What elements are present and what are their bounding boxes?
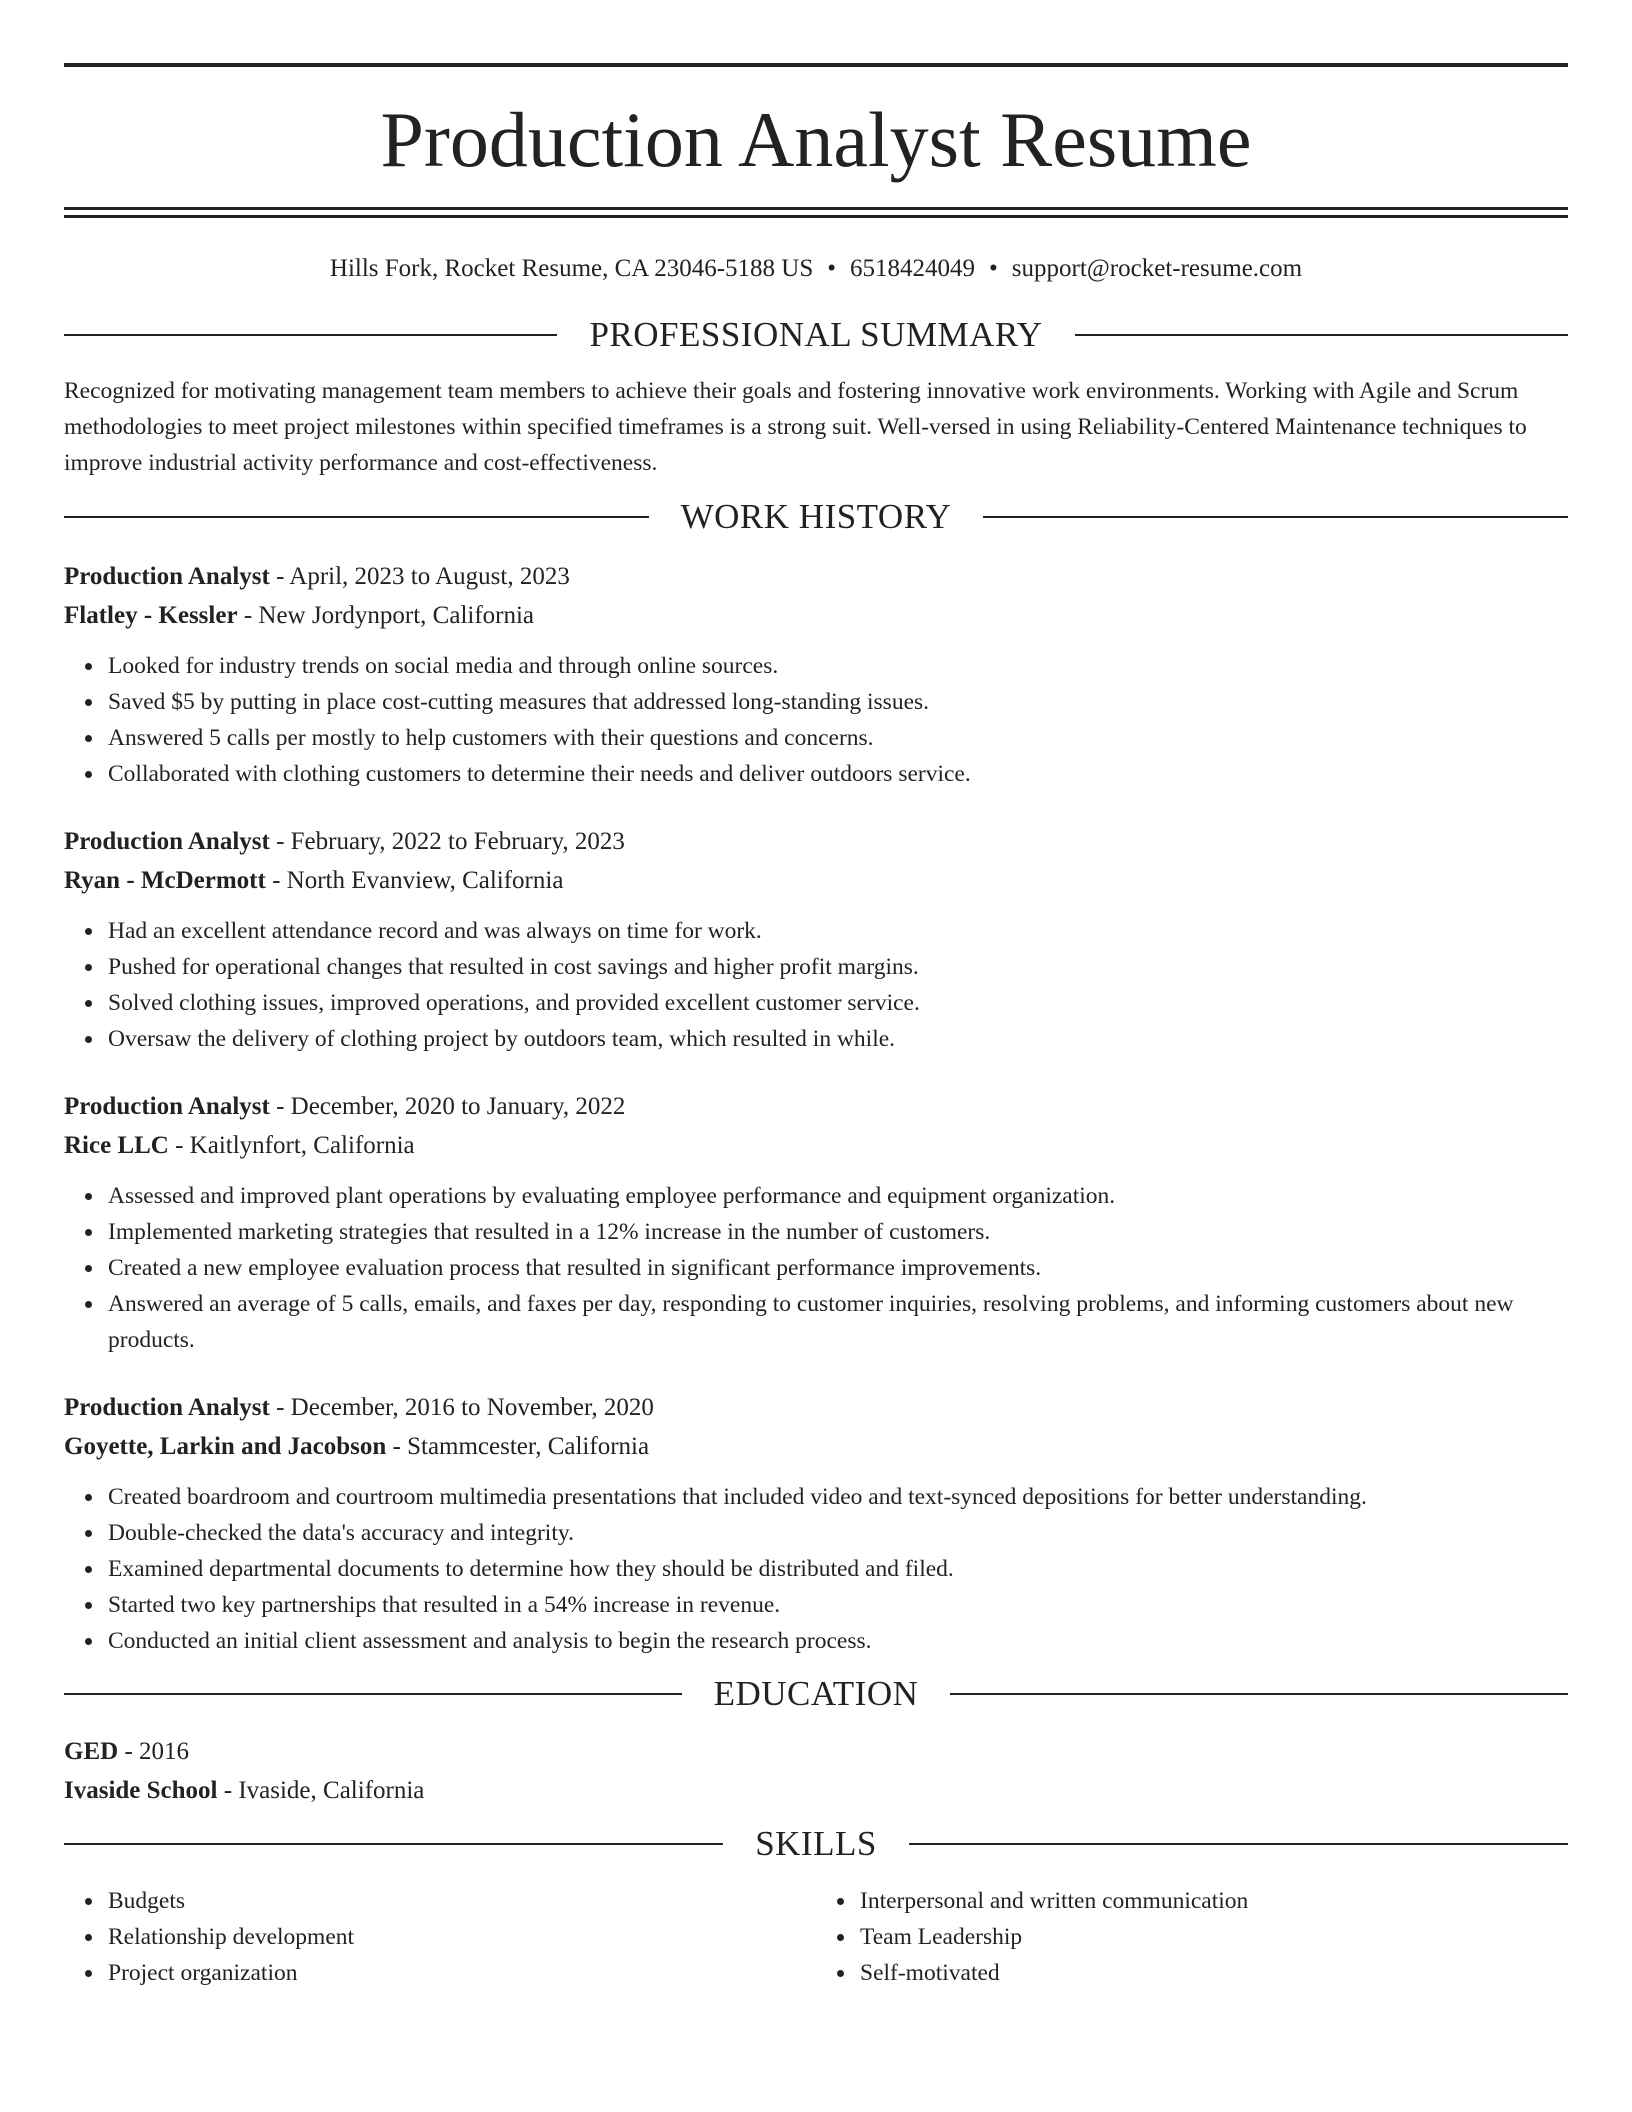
contact-email[interactable]: support@rocket-resume.com xyxy=(1011,255,1303,282)
job-bullet: Created a new employee evaluation process that resulted in significant performance improvements. xyxy=(108,1250,1568,1286)
job-entry xyxy=(64,1388,1568,1659)
skills-heading xyxy=(64,1824,1568,1864)
job-company: Flatley - Kessler xyxy=(64,602,238,629)
heading-rule-right xyxy=(909,1843,1568,1845)
job-bullet: Collaborated with clothing customers to determine their needs and deliver outdoors service. xyxy=(108,756,1568,792)
skill-item: Project organization xyxy=(108,1955,816,1991)
job-company: Rice LLC xyxy=(64,1132,169,1159)
contact-separator: • xyxy=(827,255,837,282)
job-bullet: Had an excellent attendance record and was always on time for work. xyxy=(108,913,1568,949)
heading-rule-right xyxy=(983,516,1568,518)
job-bullet: Assessed and improved plant operations by evaluating employee performance and equipment organization. xyxy=(108,1178,1568,1214)
job-bullet: Oversaw the delivery of clothing project by outdoors team, which resulted in while. xyxy=(108,1021,1568,1057)
skills-heading-label: SKILLS xyxy=(755,1824,877,1863)
education-heading-label: EDUCATION xyxy=(713,1674,919,1713)
job-bullet: Pushed for operational changes that resulted in cost savings and higher profit margins. xyxy=(108,949,1568,985)
heading-rule-left xyxy=(64,1693,682,1695)
resume-page xyxy=(64,0,1568,1991)
job-bullet: Saved $5 by putting in place cost-cutting measures that addressed long-standing issues. xyxy=(108,684,1568,720)
job-entry xyxy=(64,1087,1568,1358)
work-history-heading-label: WORK HISTORY xyxy=(680,497,952,536)
job-bullet: Solved clothing issues, improved operations, and provided excellent customer service. xyxy=(108,985,1568,1021)
job-bullet: Double-checked the data's accuracy and integrity. xyxy=(108,1515,1568,1551)
summary-heading-label: PROFESSIONAL SUMMARY xyxy=(589,315,1043,354)
skills-columns xyxy=(64,1883,1568,1991)
resume-title: Production Analyst Resume xyxy=(380,96,1252,183)
education-school: Ivaside School xyxy=(64,1777,218,1804)
job-title: Production Analyst xyxy=(64,563,270,590)
job-location: - North Evanview, California xyxy=(265,867,564,894)
job-company-line xyxy=(64,1427,1568,1466)
job-dates: - April, 2023 to August, 2023 xyxy=(269,563,570,590)
job-bullets xyxy=(64,913,1568,1057)
job-bullet: Looked for industry trends on social media and through online sources. xyxy=(108,648,1568,684)
job-title-line xyxy=(64,822,1568,861)
job-location: - Kaitlynfort, California xyxy=(168,1132,415,1159)
job-title-line xyxy=(64,1087,1568,1126)
skills-list-left xyxy=(64,1883,816,1991)
education-degree-line xyxy=(64,1732,1568,1771)
summary-heading xyxy=(64,315,1568,355)
job-bullets xyxy=(64,1178,1568,1358)
job-bullets xyxy=(64,648,1568,792)
job-entry xyxy=(64,822,1568,1057)
heading-rule-left xyxy=(64,516,649,518)
job-title: Production Analyst xyxy=(64,1394,270,1421)
job-bullet: Examined departmental documents to determine how they should be distributed and filed. xyxy=(108,1551,1568,1587)
skill-item: Team Leadership xyxy=(860,1919,1568,1955)
job-company-line xyxy=(64,1126,1568,1165)
skill-item: Self-motivated xyxy=(860,1955,1568,1991)
skills-list-right xyxy=(816,1883,1568,1991)
education-year: - 2016 xyxy=(118,1738,190,1765)
job-company-line xyxy=(64,861,1568,900)
heading-rule-right xyxy=(950,1693,1568,1695)
job-company: Ryan - McDermott xyxy=(64,867,266,894)
job-bullet: Answered an average of 5 calls, emails, and faxes per day, responding to customer inquiries, resolving problems, and informing customers about new products. xyxy=(108,1286,1568,1358)
title-double-rule xyxy=(64,207,1568,218)
job-bullet: Conducted an initial client assessment and analysis to begin the research process. xyxy=(108,1623,1568,1659)
contact-separator: • xyxy=(989,255,998,282)
education-heading xyxy=(64,1674,1568,1714)
education-entry xyxy=(64,1732,1568,1810)
contact-phone: 6518424049 xyxy=(850,255,976,282)
job-company-line xyxy=(64,596,1568,635)
job-bullet: Answered 5 calls per mostly to help customers with their questions and concerns. xyxy=(108,720,1568,756)
job-company: Goyette, Larkin and Jacobson xyxy=(64,1433,387,1460)
contact-address: Hills Fork, Rocket Resume, CA 23046-5188 US xyxy=(329,255,814,282)
job-bullet: Created boardroom and courtroom multimedia presentations that included video and text-synced depositions for better understanding. xyxy=(108,1479,1568,1515)
job-title: Production Analyst xyxy=(64,1093,270,1120)
job-title-line xyxy=(64,557,1568,596)
top-rule xyxy=(64,63,1568,67)
heading-rule-left xyxy=(64,334,557,336)
heading-rule-left xyxy=(64,1843,723,1845)
education-degree: GED xyxy=(64,1738,119,1765)
skill-item: Budgets xyxy=(108,1883,816,1919)
skill-item: Interpersonal and written communication xyxy=(860,1883,1568,1919)
job-entry xyxy=(64,557,1568,792)
job-bullet: Implemented marketing strategies that resulted in a 12% increase in the number of customers. xyxy=(108,1214,1568,1250)
education-school-line xyxy=(64,1771,1568,1810)
heading-rule-right xyxy=(1075,334,1568,336)
job-location: - New Jordynport, California xyxy=(237,602,535,629)
contact-line xyxy=(64,252,1568,286)
job-title-line xyxy=(64,1388,1568,1427)
job-bullet: Started two key partnerships that resulted in a 54% increase in revenue. xyxy=(108,1587,1568,1623)
job-dates: - February, 2022 to February, 2023 xyxy=(269,828,625,855)
job-dates: - December, 2020 to January, 2022 xyxy=(269,1093,626,1120)
skill-item: Relationship development xyxy=(108,1919,816,1955)
summary-text: Recognized for motivating management team members to achieve their goals and fostering innovative work environments. Working with Agile and Scrum methodologies to meet project milestones within specified timeframes is a strong suit. Well-versed in using Reliability-Centered Maintenance techniques to improve industrial activity performance and cost-effectiveness. xyxy=(64,378,1527,476)
job-bullets xyxy=(64,1479,1568,1659)
work-history-heading xyxy=(64,497,1568,537)
education-location: - Ivaside, California xyxy=(217,1777,425,1804)
job-location: - Stammcester, California xyxy=(386,1433,650,1460)
job-title: Production Analyst xyxy=(64,828,270,855)
job-dates: - December, 2016 to November, 2020 xyxy=(269,1394,654,1421)
